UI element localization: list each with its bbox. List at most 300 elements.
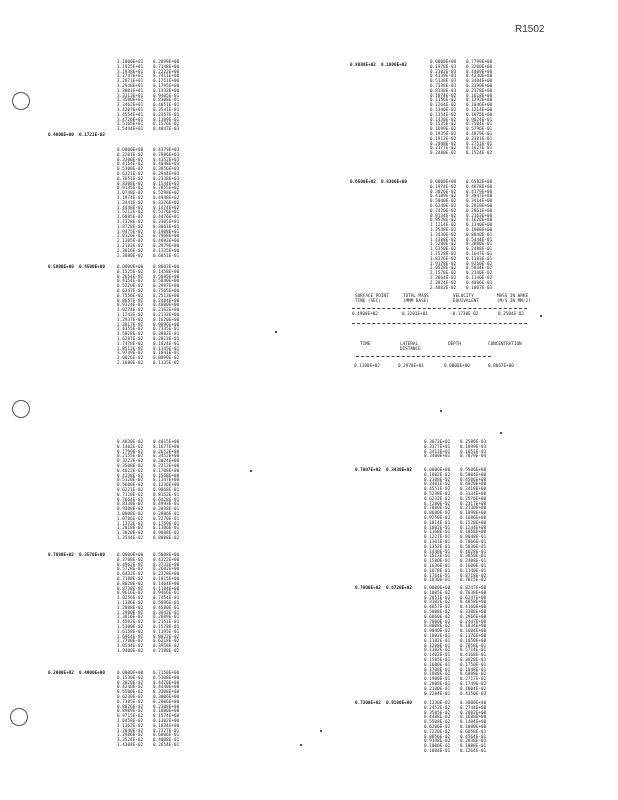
x-value: 0.4551E-02 <box>424 486 451 492</box>
y-value: 0.1484E+00 <box>460 719 487 725</box>
y-value: 0.1474E+02 <box>153 204 180 210</box>
x-value: 0.1935E-02 <box>430 130 457 136</box>
x-value: 0.7651E-02 <box>117 175 144 181</box>
x-value: 0.3401E-02 <box>424 481 451 487</box>
y-value: 0.1627E-01 <box>466 145 493 151</box>
x-value: 0.7880E-02 <box>424 505 451 511</box>
x-value: 0.7305E-02 <box>117 698 144 704</box>
x-value: 3.4554E+01 <box>117 111 144 117</box>
y-value: 0.1050E+00 <box>460 637 487 643</box>
y-value: 0.9024E-01 <box>466 116 493 122</box>
data-row <box>430 151 504 156</box>
x-value: 0.1082E-01 <box>424 524 451 530</box>
y-value: 0.1264E-01 <box>460 747 487 753</box>
data-row <box>424 578 498 583</box>
col1-group-b-label: 0.5000E+00 0.4500E+00 <box>48 265 105 270</box>
x-value: 1.2980E-02 <box>117 609 144 615</box>
y-value: 0.2130E+00 <box>460 505 487 511</box>
x-value: 3.4726E+01 <box>117 116 144 122</box>
y-value: 0.7148E+00 <box>153 63 180 69</box>
y-value: 0.5176E+01 <box>153 209 180 215</box>
summary-rule-3 <box>356 356 491 357</box>
x-value: 1.6287E-02 <box>117 335 144 341</box>
copy-speck <box>540 315 542 317</box>
data-row <box>117 127 191 132</box>
x-value: 0.1530E-02 <box>117 674 144 680</box>
x-value: 0.8020E-02 <box>117 580 144 586</box>
x-value: 0.4830E-02 <box>117 439 144 444</box>
x-value: 1.8512E-02 <box>117 345 144 351</box>
x-value: 0.4109E-02 <box>430 193 457 199</box>
col1-group-b-block <box>117 265 191 366</box>
x-value: 2.2183E-02 <box>117 242 144 248</box>
x-value: 0.8026E-02 <box>117 703 144 709</box>
x-value: 0.1513E-01 <box>424 553 451 559</box>
col4-group-a-label: 0.7007E+02 0.3430E+02 <box>355 468 412 473</box>
y-value: 0.2082E+00 <box>460 709 487 715</box>
x-value: 2.1305E-02 <box>117 238 144 244</box>
x-value: 0.8056E-02 <box>424 733 451 739</box>
y-value: 0.3388E+00 <box>460 608 487 614</box>
summary-table-2: TIME LATERAL DEPTH CONCENTRATION DISTANCE <box>360 342 522 352</box>
x-value: 3.1925E+01 <box>117 63 144 69</box>
x-value: 0.2155E-02 <box>117 453 144 459</box>
x-value: 0.1799E-02 <box>117 448 144 454</box>
copy-speck <box>320 730 322 732</box>
col2-group-a-block <box>430 180 504 290</box>
x-value: 0.1808E-01 <box>424 671 451 677</box>
y-value: 0.1544E+03 <box>153 180 180 186</box>
y-value: 0.3134E+00 <box>460 490 487 496</box>
copy-speck <box>300 744 302 746</box>
x-value: 0.6432E-02 <box>117 571 144 577</box>
x-value: 0.1699E-02 <box>430 126 457 132</box>
summary-rule-1 <box>352 308 527 309</box>
summary-rule-2 <box>352 323 527 324</box>
x-value: 0.1352E-01 <box>424 543 451 549</box>
x-value: 0.5500E-02 <box>117 689 144 695</box>
y-value: 0.7335E-01 <box>153 326 180 332</box>
x-value: 0.1764E-01 <box>424 572 451 578</box>
x-value: 0.8680E-02 <box>424 510 451 516</box>
x-value: 0.4339E-03 <box>430 73 457 79</box>
y-value: 0.7504E-01 <box>466 121 493 127</box>
x-value: 1.6885E-02 <box>117 214 144 220</box>
x-value: 0.1402E-01 <box>424 652 451 658</box>
y-value: 0.1335E+00 <box>153 247 180 253</box>
x-value: 0.1912E-02 <box>430 135 457 141</box>
y-value: 0.2899E+00 <box>153 59 180 64</box>
y-value: 0.3326E+02 <box>153 199 180 205</box>
x-value: 0.5120E-02 <box>117 477 144 483</box>
data-row <box>424 692 498 697</box>
y-value: 0.2806E+00 <box>153 698 180 704</box>
y-value: 0.1618E+00 <box>466 92 493 98</box>
y-value: 0.7454E-01 <box>153 595 180 601</box>
y-value: 0.4470E+00 <box>153 679 180 685</box>
y-value: 0.3381E-01 <box>466 135 493 141</box>
y-value: 0.1620E+00 <box>153 316 180 322</box>
x-value: 0.8657E-02 <box>117 297 144 303</box>
x-value: 0.6230E-02 <box>117 693 144 699</box>
copy-speck <box>250 470 252 472</box>
y-value: 0.1135E-02 <box>153 359 180 365</box>
y-value: 0.1576E-02 <box>153 121 180 127</box>
y-value: 0.2162E+00 <box>153 307 180 313</box>
y-value: 0.6051E-01 <box>153 252 180 258</box>
y-value: 0.8040E-01 <box>466 231 493 237</box>
y-value: 0.7886E+03 <box>153 151 180 157</box>
x-value: 1.8326E-02 <box>430 255 457 261</box>
x-value: 0.5138E-03 <box>430 78 457 84</box>
y-value: 0.3414E+00 <box>466 198 493 204</box>
x-value: 0.6060E-02 <box>424 613 451 619</box>
x-value: 0.5600E-02 <box>117 482 144 488</box>
x-value: 1.3817E-02 <box>117 321 144 327</box>
y-value: 0.5896E-01 <box>153 599 180 605</box>
x-value: 0.1402E-02 <box>117 443 144 449</box>
y-value: 0.3958E-02 <box>153 643 180 649</box>
x-value: 0.5008E-02 <box>424 608 451 614</box>
col4-head-block <box>424 440 498 459</box>
col1-group-a-label: 0.4000E+00 0.1721E-02 <box>48 133 105 138</box>
y-value: 0.1524E-02 <box>466 150 493 156</box>
x-value: 3.5444E+01 <box>117 126 144 132</box>
x-value: 0.3708E-02 <box>117 556 144 562</box>
y-value: 0.2861E+00 <box>466 207 493 213</box>
y-value: 0.1292E+00 <box>466 97 493 103</box>
x-value: 0.3413E+01 <box>424 448 451 454</box>
x-value: 0.3508E-02 <box>117 462 144 468</box>
y-value: 0.4350E-03 <box>460 690 487 696</box>
x-value: 0.3026E-02 <box>430 188 457 194</box>
x-value: 0.0000E+00 <box>424 585 451 590</box>
y-value: 0.2447E+00 <box>460 618 487 624</box>
x-value: 0.8134E-02 <box>430 212 457 218</box>
x-value: 0.2100E-01 <box>424 685 451 691</box>
y-value: 0.2944E+03 <box>153 170 180 176</box>
y-value: 0.4086E-03 <box>466 279 493 285</box>
y-value: 0.5844E-02 <box>466 265 493 271</box>
y-value: 0.7855E+02 <box>153 185 180 191</box>
y-value: 0.1686E+00 <box>460 514 487 520</box>
y-value: 0.2654E-01 <box>153 741 180 747</box>
y-value: 0.3028E-01 <box>460 656 487 662</box>
x-value: 2.3016E-02 <box>117 247 144 253</box>
y-value: 0.3856E+03 <box>153 166 180 172</box>
y-value: 0.5444E-01 <box>466 236 493 242</box>
x-value: 0.6240E-02 <box>430 202 457 208</box>
col3-block <box>117 440 191 541</box>
x-value: 0.3102E-02 <box>424 599 451 605</box>
y-value: 0.2212E+00 <box>153 462 180 468</box>
y-value: 0.6428E-01 <box>153 496 180 502</box>
y-value: 0.1046E+00 <box>466 102 493 108</box>
x-value: 3.4207E+01 <box>117 106 144 112</box>
y-value: 0.1302E+00 <box>153 717 180 723</box>
y-value: 0.6218E-02 <box>153 638 180 644</box>
y-value: 0.1899E-03 <box>460 443 487 449</box>
y-value: 0.4580E-01 <box>153 604 180 610</box>
x-value: 1.2548E-02 <box>430 226 457 232</box>
y-value: 0.1051E-03 <box>460 448 487 454</box>
x-value: 0.9250E-02 <box>424 514 451 520</box>
y-value: 0.1345E-01 <box>153 345 180 351</box>
col3-group-a-label: 0.7080E+02 0.3570E+00 <box>48 553 105 558</box>
summary-values-1: 0.4900E+02 0.3201E+01 -0.1730E-02 0.2504E-03 <box>352 312 524 317</box>
x-value: 0.1974E-02 <box>430 183 457 189</box>
y-value: 0.1759E-01 <box>153 520 180 526</box>
x-value: 0.1102E-01 <box>424 637 451 643</box>
x-value: 1.4592E-02 <box>117 619 144 625</box>
x-value: 1.5300E-02 <box>117 623 144 629</box>
x-value: 1.3430E-02 <box>430 231 457 237</box>
x-value: 0.2051E-02 <box>424 594 451 600</box>
x-value: 0.4154E-02 <box>117 278 144 284</box>
y-value: 0.9888E-02 <box>153 530 180 536</box>
x-value: 0.1074E-02 <box>430 92 457 98</box>
x-value: 2.3824E-02 <box>430 279 457 285</box>
x-value: 0.9148E-02 <box>424 738 451 744</box>
y-value: 0.8008E-02 <box>153 534 180 540</box>
x-value: 1.2937E-02 <box>117 316 144 322</box>
y-value: 0.1075E+00 <box>466 111 493 117</box>
y-value: 0.7565E+00 <box>153 287 180 293</box>
x-value: 1.4448E-02 <box>117 204 144 210</box>
x-value: 0.3222E-02 <box>117 458 144 464</box>
y-value: 0.1880E+00 <box>153 708 180 714</box>
x-value: 0.6347E-02 <box>117 287 144 293</box>
y-value: 0.2966E+00 <box>460 613 487 619</box>
x-value: 0.1301E-01 <box>424 538 451 544</box>
y-value: 0.5008E+00 <box>153 552 180 557</box>
x-value: 0.1227E-01 <box>424 534 451 540</box>
y-value: 0.9048E-01 <box>460 534 487 540</box>
x-value: 1.0256E-02 <box>117 595 144 601</box>
col4-group-b-block <box>424 586 498 696</box>
y-value: 0.5298E+02 <box>153 190 180 196</box>
y-value: 0.1340E+00 <box>466 222 493 228</box>
y-value: 0.2809E-01 <box>153 614 180 620</box>
y-value: 0.3061E+01 <box>153 223 180 229</box>
x-value: 0.1002E-02 <box>424 471 451 477</box>
y-value: 0.1332E+00 <box>153 87 180 93</box>
y-value: 0.1184E+00 <box>153 585 180 591</box>
punch-hole-bottom <box>10 708 28 726</box>
col3-group-a-block <box>117 553 191 654</box>
y-value: 0.1888E-01 <box>460 743 487 749</box>
y-value: 0.3800E-01 <box>466 241 493 247</box>
x-value: 0.2048E-02 <box>430 140 457 146</box>
y-value: 0.1244E+00 <box>460 524 487 530</box>
y-value: 0.2228E+00 <box>153 571 180 577</box>
x-value: 1.3816E-02 <box>117 614 144 620</box>
x-value: 2.3880E-02 <box>117 252 144 258</box>
y-value: 0.7815E-02 <box>460 577 487 583</box>
x-value: 0.3300E-02 <box>117 156 144 162</box>
y-value: 0.4948E+02 <box>153 194 180 200</box>
x-value: 0.4057E-02 <box>424 604 451 610</box>
x-value: 1.3524E-02 <box>117 737 144 743</box>
x-value: 0.1580E-01 <box>424 558 451 564</box>
x-value: 0.8909E-02 <box>117 708 144 714</box>
y-value: 0.4847E-03 <box>153 126 180 132</box>
col3-group-b-block <box>117 671 191 748</box>
x-value: 0.4488E-02 <box>424 714 451 720</box>
y-value: 0.1236E+00 <box>153 482 180 488</box>
copy-speck <box>440 410 442 412</box>
y-value: 0.1034E+00 <box>153 722 180 728</box>
y-value: 0.3404E+00 <box>466 78 493 84</box>
y-value: 0.4048E+03 <box>153 161 180 167</box>
y-value: 0.2484E+00 <box>153 297 180 303</box>
y-value: 0.3000E+00 <box>460 700 487 705</box>
document-id: R1502 <box>515 24 545 35</box>
x-value: 1.1214E-02 <box>430 222 457 228</box>
y-value: 0.2163E+00 <box>466 212 493 218</box>
x-value: 1.4355E-02 <box>117 326 144 332</box>
y-value: 0.6582E+00 <box>466 179 493 184</box>
y-value: 0.1815E+00 <box>153 575 180 581</box>
y-value: 0.4000E+00 <box>153 302 180 308</box>
y-value: 0.1604E+00 <box>460 628 487 634</box>
x-value: 1.9178E-02 <box>430 260 457 266</box>
data-row <box>117 254 191 259</box>
x-value: 1.8544E-02 <box>117 643 144 649</box>
x-value: 2.0126E-02 <box>117 233 144 239</box>
y-value: 0.2682E+00 <box>153 566 180 572</box>
x-value: 1.5280E-02 <box>430 241 457 247</box>
x-value: 0.5220E-02 <box>117 283 144 289</box>
y-value: 0.2308E+00 <box>153 703 180 709</box>
y-value: 0.8308E-01 <box>153 97 180 103</box>
x-value: 0.8308E-02 <box>117 180 144 186</box>
x-value: 0.1264E-02 <box>430 102 457 108</box>
x-value: 1.7478E-02 <box>117 340 144 346</box>
x-value: 3.3313E+01 <box>117 92 144 98</box>
x-value: 1.9749E-02 <box>117 350 144 356</box>
y-value: 0.1647E-01 <box>466 250 493 256</box>
col4-group-b-label: 0.7000E+02 0.6720E+02 <box>355 586 412 591</box>
y-value: 0.1347E+00 <box>153 477 180 483</box>
y-value: 0.1195E-01 <box>153 628 180 634</box>
y-value: 0.4168E-01 <box>460 652 487 658</box>
x-value: 0.1525E-02 <box>117 268 144 274</box>
x-value: 0.9308E-02 <box>117 506 144 512</box>
x-value: 0.2302E-03 <box>430 68 457 74</box>
x-value: 3.3001E+01 <box>117 87 144 93</box>
y-value: 0.4028E-01 <box>460 548 487 554</box>
x-value: 1.0786E-02 <box>117 515 144 521</box>
x-value: 1.0748E-02 <box>117 190 144 196</box>
x-value: 0.0000E+00 <box>117 552 144 557</box>
col4-group-c-block <box>424 701 498 754</box>
x-value: 1.7700E-02 <box>117 638 144 644</box>
y-value: 0.4322E+00 <box>153 556 180 562</box>
y-value: 0.3541E-01 <box>153 106 180 112</box>
y-value: 0.4983E+00 <box>153 238 180 244</box>
x-value: 1.6964E-02 <box>117 633 144 639</box>
x-value: 0.7338E-03 <box>430 82 457 88</box>
col4-group-a-block <box>424 468 498 583</box>
x-value: 0.9616E-02 <box>117 590 144 596</box>
y-value: 0.6008E-02 <box>460 671 487 677</box>
x-value: 3.1000E+01 <box>117 59 144 64</box>
x-value: 0.7000E-02 <box>424 618 451 624</box>
y-value: 0.4440E+00 <box>153 684 180 690</box>
y-value: 0.7638E+00 <box>460 589 487 595</box>
y-value: 0.1008E+00 <box>466 226 493 232</box>
x-value: 0.7420E-02 <box>430 207 457 213</box>
x-value: 0.9715E-02 <box>117 713 144 719</box>
x-value: 0.7188E-02 <box>117 575 144 581</box>
y-value: 0.4015E+00 <box>153 439 180 444</box>
y-value: 0.2390E+00 <box>466 82 493 88</box>
data-row <box>117 536 191 541</box>
summary-table-1: SURFACE POINT TOTAL MASS VELOCITY MASS IN WAKE TIME (SEC) (MMM BASE) EQUIVALENT (M/S IN MM/2) <box>355 294 531 304</box>
y-value: 0.4564E-01 <box>460 733 487 739</box>
x-value: 0.1535E-02 <box>430 121 457 127</box>
x-value: 3.2871E+01 <box>117 78 144 84</box>
x-value: 1.3441E-02 <box>117 199 144 205</box>
y-value: 0.1898E+00 <box>460 510 487 516</box>
x-value: 1.3544E-02 <box>117 534 144 540</box>
x-value: 0.9528E-02 <box>430 217 457 223</box>
x-value: 0.9135E-02 <box>117 185 144 191</box>
y-value: 0.1140E-02 <box>466 274 493 280</box>
x-value: 1.3020E-02 <box>117 530 144 536</box>
x-value: 0.1600E-01 <box>424 661 451 667</box>
y-value: 0.5506E+00 <box>460 467 487 472</box>
x-value: 1.4304E-02 <box>117 741 144 747</box>
x-value: 0.2008E-01 <box>424 680 451 686</box>
x-value: 0.1003E-01 <box>424 632 451 638</box>
y-value: 0.7968E+00 <box>153 233 180 239</box>
x-value: 0.3073E+01 <box>424 439 451 444</box>
y-value: 0.4379E+03 <box>153 147 180 152</box>
x-value: 1.1362E-02 <box>117 722 144 728</box>
y-value: 0.2652E+00 <box>153 448 180 454</box>
x-value: 3.3462E+01 <box>117 102 144 108</box>
x-value: 1.1743E-02 <box>117 311 144 317</box>
y-value: 0.1578E-01 <box>153 623 180 629</box>
y-value: 0.2488E-01 <box>466 246 493 252</box>
x-value: 1.9475E-02 <box>117 228 144 234</box>
x-value: 0.1708E-01 <box>424 666 451 672</box>
y-value: 0.2378E+00 <box>466 87 493 93</box>
x-value: 2.1578E-02 <box>430 270 457 276</box>
x-value: 0.1302E-01 <box>424 647 451 653</box>
y-value: 0.2317E+00 <box>460 500 487 506</box>
x-value: 0.2400E-02 <box>430 150 457 156</box>
x-value: 0.0000E+00 <box>117 670 144 675</box>
y-value: 0.2506E-03 <box>460 439 487 444</box>
y-value: 0.1677E+00 <box>153 443 180 449</box>
x-value: 0.1000E-01 <box>424 743 451 749</box>
y-value: 0.2838E-01 <box>460 738 487 744</box>
x-value: 0.1430E-02 <box>430 116 457 122</box>
y-value: 0.4506E+00 <box>460 476 487 482</box>
x-value: 0.5308E-02 <box>117 166 144 172</box>
y-value: 0.1620E+00 <box>466 217 493 223</box>
x-value: 0.9040E-02 <box>424 628 451 634</box>
y-value: 0.4179E+00 <box>466 188 493 194</box>
summary-values-2: 0.1100E+02 0.2970E+01 0.0000E+00 0.8667E+00 <box>354 364 514 369</box>
x-value: 0.4338E-02 <box>117 472 144 478</box>
x-value: 0.3377E+01 <box>424 443 451 449</box>
x-value: 0.4240E-02 <box>117 684 144 690</box>
data-row <box>424 454 498 459</box>
